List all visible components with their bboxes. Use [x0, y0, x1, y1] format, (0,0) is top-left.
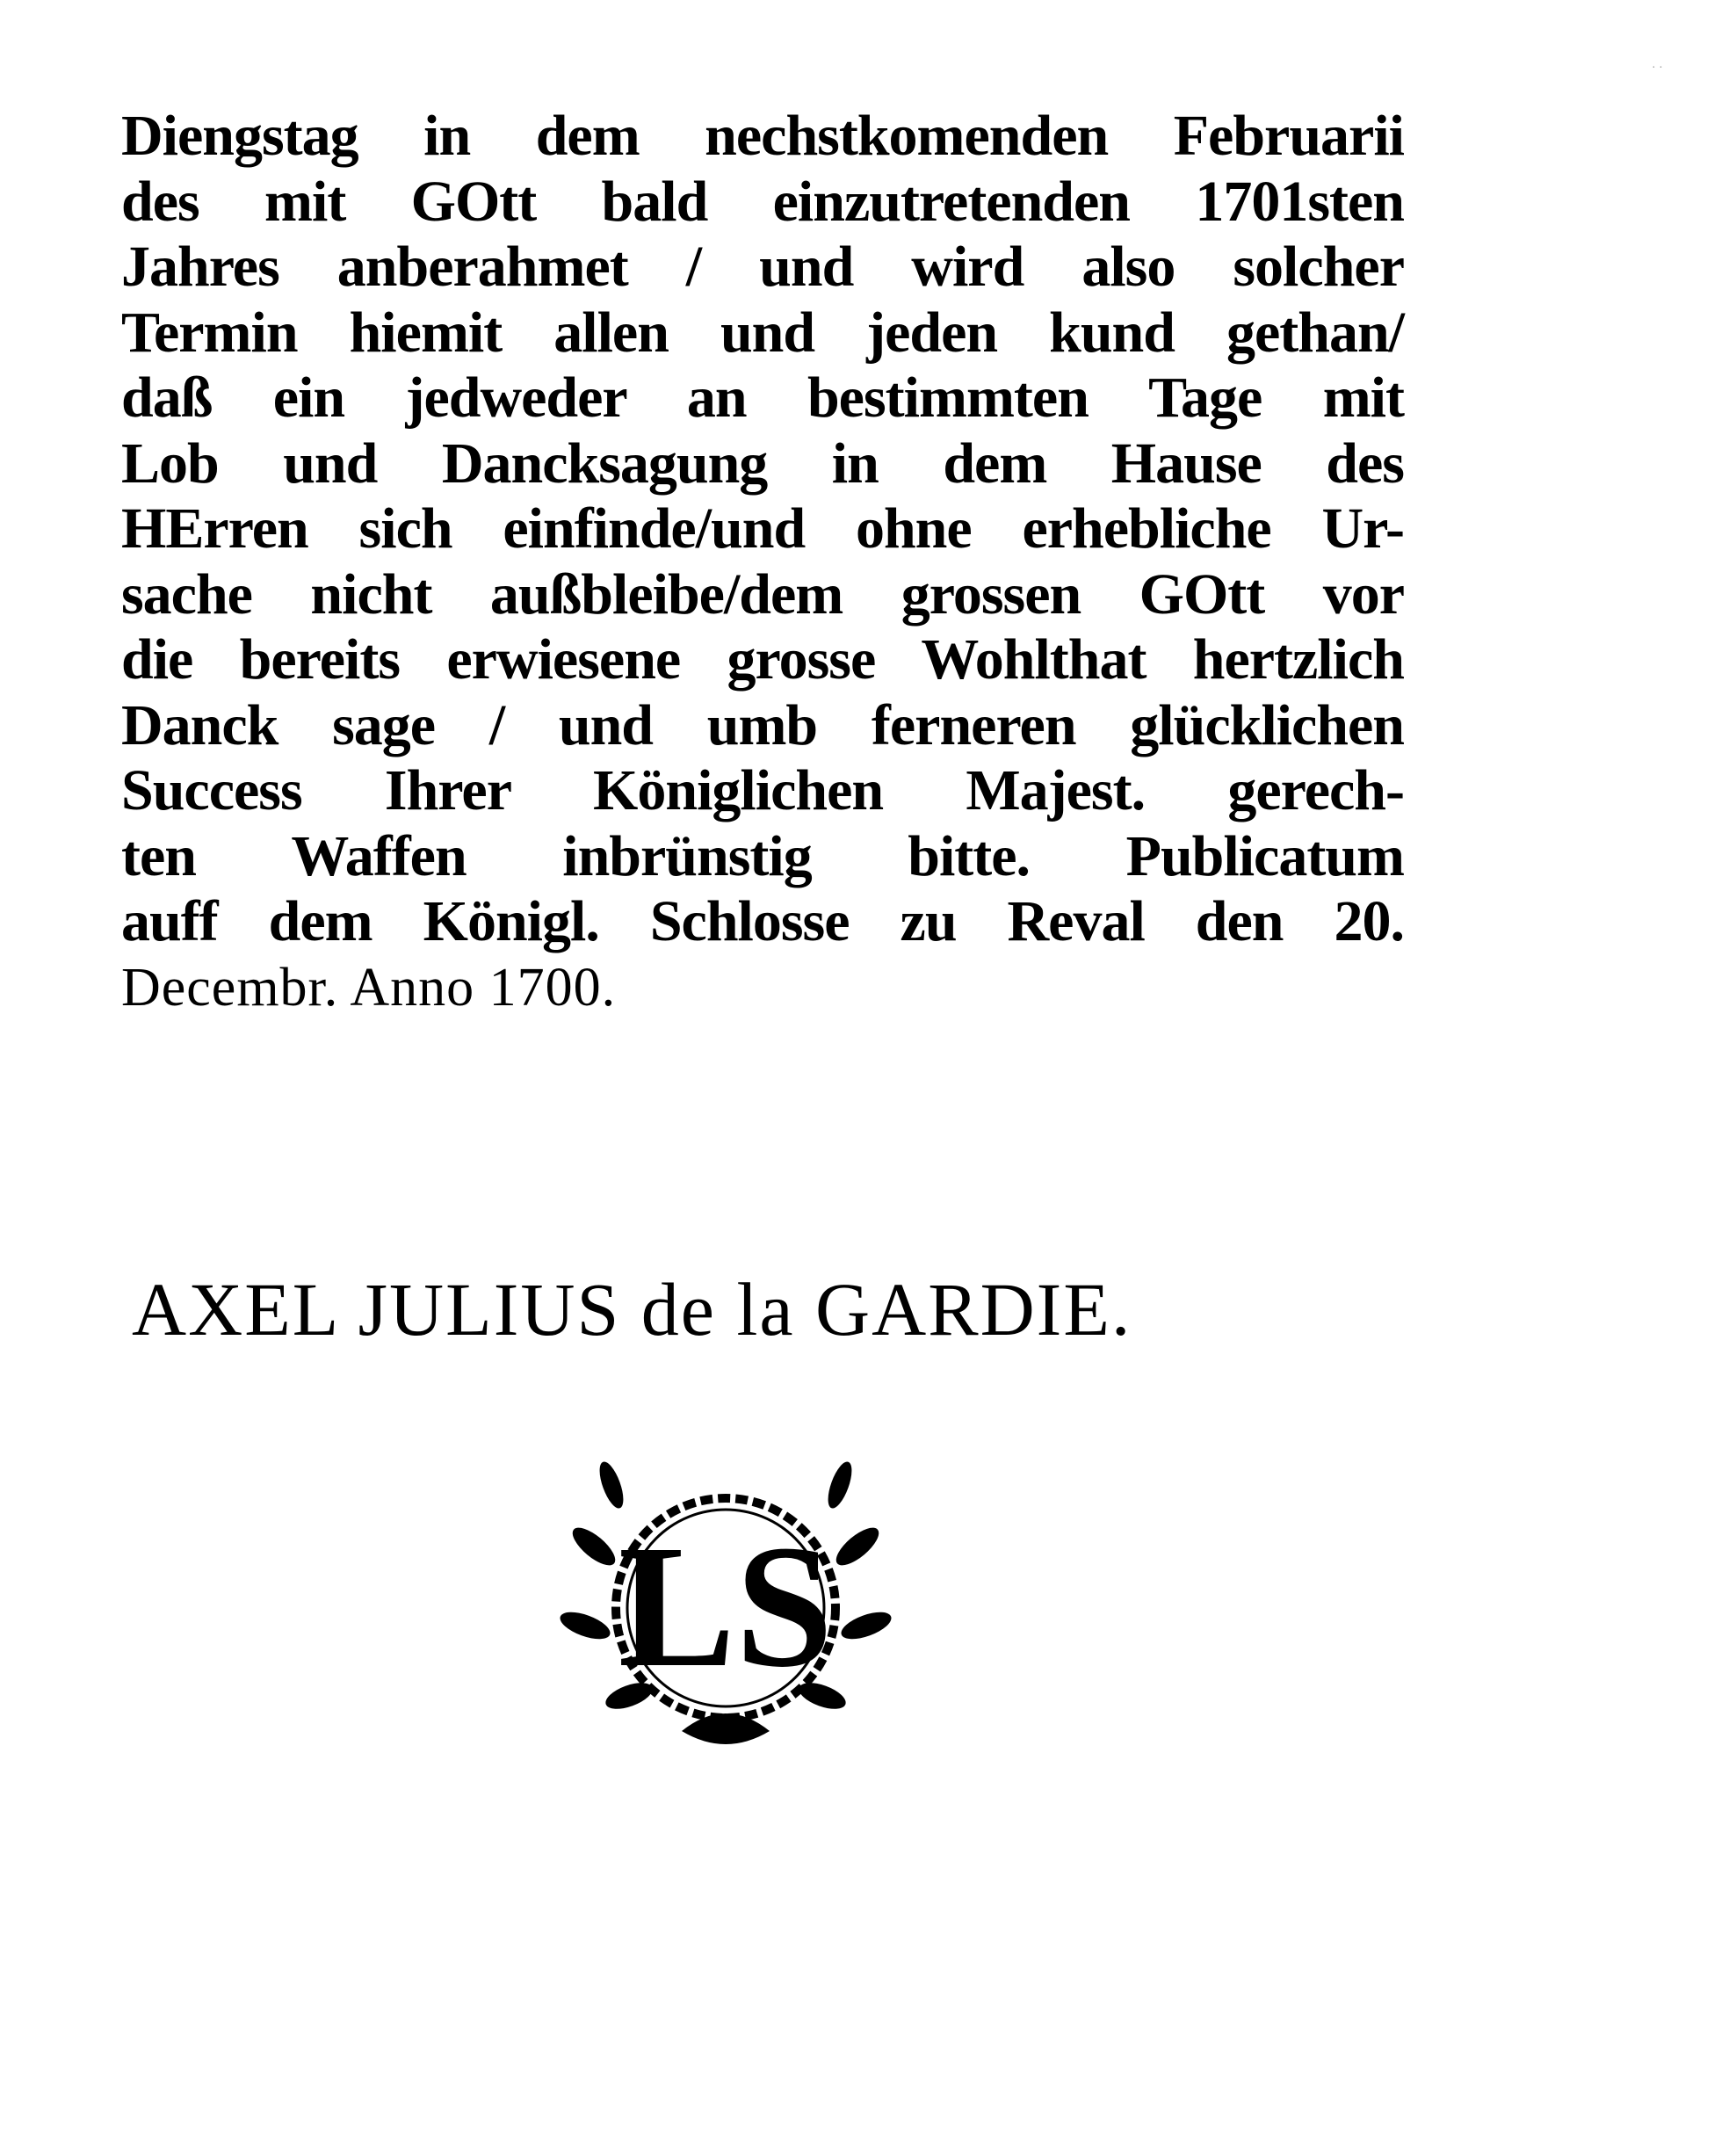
seal-letters: LS — [618, 1510, 834, 1704]
text-line: Success Ihrer Königlichen Majest. gerech- — [121, 758, 1404, 822]
text-line: daß ein jedweder an bestimmten Tage mit — [121, 366, 1404, 430]
margin-marks: · · — [1652, 62, 1663, 75]
signature: AXEL JULIUS de la GARDIE. — [132, 1267, 1132, 1351]
proclamation-text — [121, 104, 1404, 1020]
text-line: ten Waffen inbrünstig bitte. Publicatum — [121, 823, 1404, 888]
text-line: Jahres anberahmet / und wird also solcher — [121, 235, 1404, 299]
text-line: Diengstag in dem nechstkomenden Februarii — [121, 104, 1404, 168]
text-line: Lob und Dancksagung in dem Hause des — [121, 431, 1404, 496]
seal-wreath-icon — [550, 1432, 901, 1766]
text-line: Danck sage / und umb ferneren glücklichen — [121, 692, 1404, 757]
text-line: des mit GOtt bald einzutretenden 1701sten — [121, 169, 1404, 234]
text-line: die bereits erwiesene grosse Wohlthat hertzlich — [121, 627, 1404, 692]
date-line: Decembr. Anno 1700. — [121, 957, 617, 1018]
text-line: sache nicht außbleibe/dem grossen GOtt vor — [121, 561, 1404, 627]
text-line: HErren sich einfinde/und ohne erhebliche Ur- — [121, 496, 1404, 561]
text-line: auff dem Königl. Schlosse zu Reval den 20. — [121, 889, 1404, 953]
text-line: Termin hiemit allen und jeden kund gethan/ — [121, 300, 1404, 365]
